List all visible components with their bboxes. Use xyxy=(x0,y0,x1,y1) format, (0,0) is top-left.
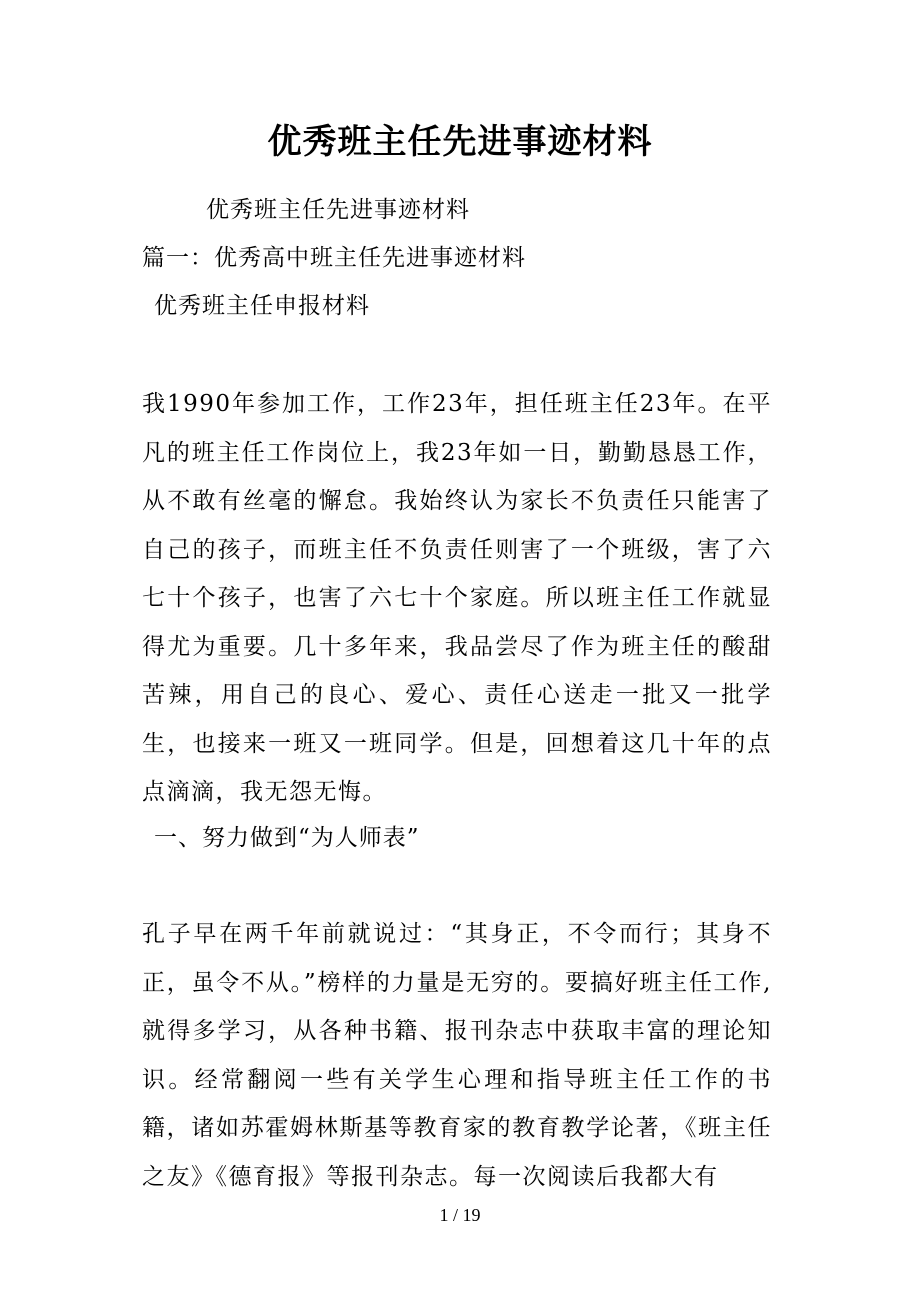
section-heading-1: 一、努力做到“为人师表” xyxy=(154,825,420,851)
document-subtitle: 优秀班主任先进事迹材料 xyxy=(206,197,470,223)
chapter-heading: 篇一：优秀高中班主任先进事迹材料 xyxy=(142,245,526,271)
page-number: 1 / 19 xyxy=(439,1205,481,1225)
paragraph-1: 我1990年参加工作，工作23年，担任班主任23年。在平凡的班主任工作岗位上，我23年如一日，勤勤恳恳工作，从不敢有丝毫的懈怠。我始终认为家长不负责任只能害了自己的孩子，而班主任不负责任则害了一个班级，害了六七十个孩子，也害了六七十个家庭。所以班主任工作就显得尤为重要。几十多年来，我品尝尽了作为班主任的酸甜苦辣，用自己的良心、爱心、责任心送走一批又一批学生，也接来一班又一班同学。但是，回想着这几十年的点点滴滴，我无怨无悔。 xyxy=(142,391,772,805)
report-heading: 优秀班主任申报材料 xyxy=(154,293,370,319)
document-title: 优秀班主任先进事迹材料 xyxy=(267,122,653,162)
paragraph-2: 孔子早在两千年前就说过：“其身正，不令而行；其身不正，虽令不从。”榜样的力量是无穷的。要搞好班主任工作,就得多学习，从各种书籍、报刊杂志中获取丰富的理论知识。经常翻阅一些有关学生心理和指导班主任工作的书籍，诸如苏霍姆林斯基等教育家的教育教学论著，《班主任之友》《德育报》等报刊杂志。每一次阅读后我都大有 xyxy=(142,921,772,1190)
